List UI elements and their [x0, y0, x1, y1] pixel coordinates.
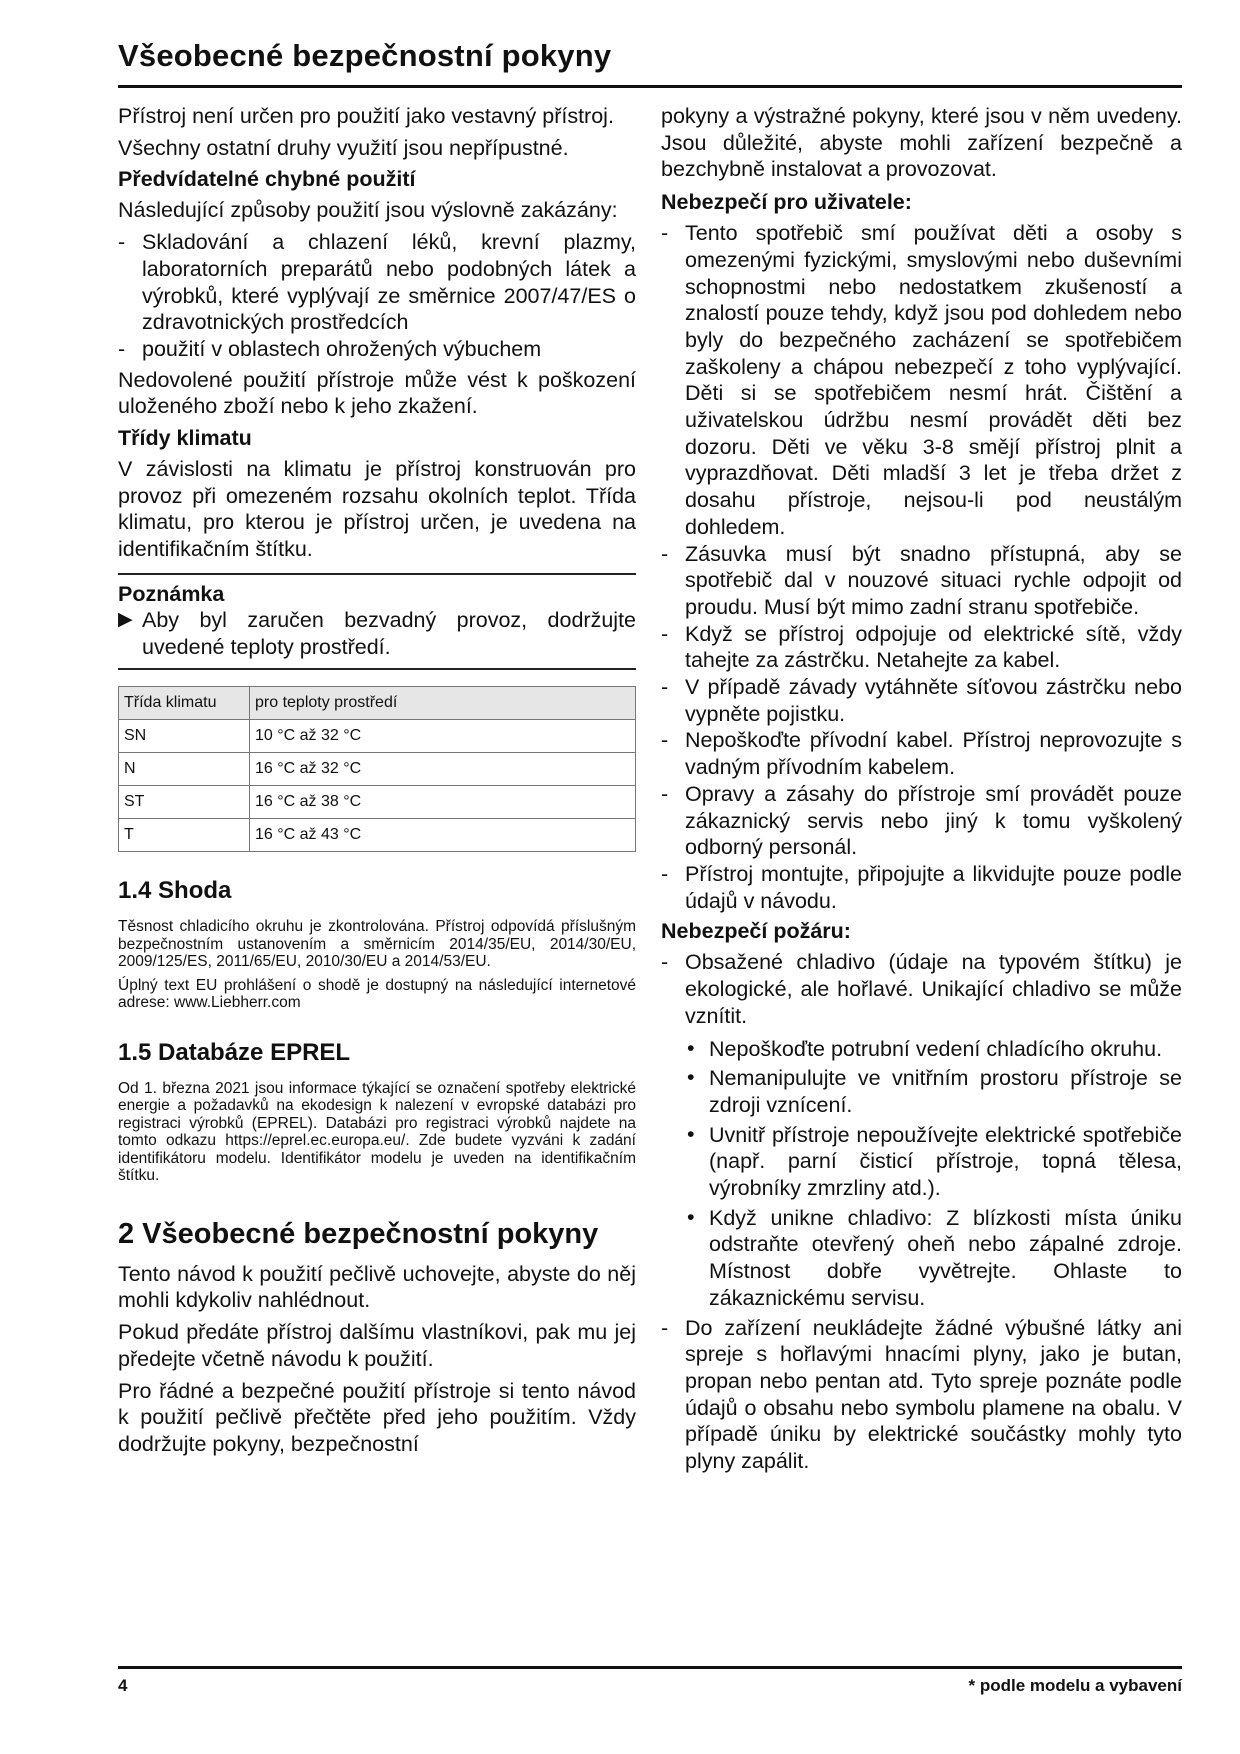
dash-marker: - [661, 675, 669, 700]
list-item: - V případě závady vytáhněte síťovou zástrčku nebo vypněte pojistku. [661, 675, 1182, 726]
dash-marker: - [661, 781, 669, 806]
sub-list-item: • Nepoškoďte potrubní vedení chladícího okruhu. [687, 1035, 1163, 1061]
table-row: N 16 °C až 32 °C [119, 753, 636, 786]
list-item: - Přístroj montujte, připojujte a likvidujte pouze podle údajů v návodu. [661, 861, 1182, 913]
list-item: - Opravy a zásahy do přístroje smí provádět pouze zákaznický servis nebo jiný k tomu vyškolený odborný personál. [661, 781, 1182, 860]
dash-marker: - [661, 621, 669, 646]
list-item: - Do zařízení neukládejte žádné výbušné látky ani spreje s hořlavými hnacími plyny, jako je butan, propan nebo pentan atd. Tyto spreje poznáte podle údajů o obsahu nebo symbolu plamene na obalu. V případě úniku by elektrické součástky mohly tyto plyny zapálit. [661, 1315, 1182, 1474]
section-heading-eprel: 1.5 Databáze EPREL [118, 1038, 351, 1066]
sub-list-item: • Když unikne chladivo: Z blízkosti místa úniku odstraňte otevřený oheň nebo zápalné zdroje. Místnost dobře vyvětrejte. Ohlaste to zákaznickému servisu. [687, 1204, 1182, 1310]
column-header: pro teploty prostředí [250, 687, 636, 720]
bullet-icon: • [687, 1035, 695, 1060]
table-row: SN 10 °C až 32 °C [119, 720, 636, 753]
list-item: - Tento spotřebič smí používat děti a osoby s omezenými fyzickými, smyslovými nebo duševními schopnostmi nebo nedostatkem zkušeností a znalostí pouze tehdy, když jsou pod dohledem nebo byly do bezpečného zacházení se spotřebičem zaškoleny a chápou nebezpečí z toho vyplývající. Děti si se spotřebičem nesmí hrát. Čištění a uživatelskou údržbu nesmí provádět děti bez dozoru. Děti ve věku 3-8 smějí přístroj plnit a vyprazdňovat. Děti mladší 3 let je třeba držet z dosahu přístroje, nejsou-li pod neustálým dohledem. [661, 221, 1182, 539]
paragraph: Od 1. března 2021 jsou informace týkající se označení spotřeby elektrické energie a požadavků na ekodesign k nalezení v evropské databázi pro registraci výrobků (EPREL). Databázi pro registraci výrobků najdete na tomto odkazu https://eprel.ec.europa.eu/. Zde budete vyzváni k zadání identifikátoru modelu. Identifikátor modelu je uveden na identifikačním štítku. [118, 1079, 636, 1185]
fire-sub-list [685, 1036, 1182, 1312]
list-item: - použití v oblastech ohrožených výbuchem [118, 336, 542, 361]
table-row: ST 16 °C až 38 °C [119, 786, 636, 819]
right-column [661, 103, 1182, 1479]
bullet-icon: • [687, 1204, 695, 1229]
paragraph: Nedovolené použití přístroje může vést k poškození uloženého zboží nebo k jeho zkažení. [118, 367, 636, 419]
bullet-icon: • [687, 1065, 695, 1090]
list-item: - Nepoškoďte přívodní kabel. Přístroj neprovozujte s vadným přívodním kabelem. [661, 728, 1182, 780]
dash-marker: - [118, 230, 126, 255]
column-header: Třída klimatu [119, 687, 250, 720]
note-top-rule [118, 573, 636, 575]
dash-marker: - [661, 728, 669, 753]
user-danger-list [661, 220, 1182, 914]
fire-danger-list [661, 949, 1182, 1474]
dash-marker: - [118, 336, 126, 361]
paragraph: Následující způsoby použití jsou výslovně zakázány: [118, 198, 618, 223]
paragraph: Těsnost chladicího okruhu je zkontrolována. Přístroj odpovídá příslušným bezpečnostním ustanovením a směrnicím 2014/35/EU, 2014/30/EU, 2009/125/ES, 2011/65/EU, 2010/30/EU a 2014/53/EU. [118, 918, 636, 971]
misuse-list [118, 229, 636, 363]
dash-marker: - [661, 1315, 669, 1340]
footer-rule [118, 1666, 1182, 1669]
note-item: ▶ Aby byl zaručen bezvadný provoz, dodržujte uvedené teploty prostředí. [118, 607, 636, 659]
note-bottom-rule [118, 668, 636, 670]
table-row: T 16 °C až 43 °C [119, 819, 636, 852]
subheading-misuse: Předvídatelné chybné použití [118, 167, 416, 192]
arrow-right-icon: ▶ [118, 608, 133, 630]
paragraph: V závislosti na klimatu je přístroj konstruován pro provoz při omezeném rozsahu okolních teplot. Třída klimatu, pro kterou je přístroj určen, je uvedena na identifikačním štítku. [118, 457, 636, 562]
dash-marker: - [661, 541, 669, 566]
paragraph: Přístroj není určen pro použití jako vestavný přístroj. [118, 104, 614, 128]
list-item: - Když se přístroj odpojuje od elektrické sítě, vždy tahejte za zástrčku. Netahejte za kabel. [661, 621, 1182, 673]
header-rule [118, 85, 1182, 88]
list-item: - Obsažené chladivo (údaje na typovém štítku) je ekologické, ale hořlavé. Unikající chladivo se může vznítit. • Nepoškoďte potrubní vedení chladícího okruhu. • Nemanipulujte ve vnitřním prostoru přístroje se zdroji vznícení. • Uvnitř přístroje nepoužívejte elektrické spotřebiče (např. parní čisticí přístroje, topná tělesa, výrobníky zmrzliny atd.). • Když unikne chladivo: Z blízkosti místa úniku odstraňte otevřený oheň nebo zápalné zdroje. Místnost dobře vyvětrejte. Ohlaste to zákaznickému servisu. [661, 950, 1182, 1310]
dash-marker: - [661, 861, 669, 886]
table-header-row [119, 687, 636, 720]
paragraph: Pokud předáte přístroj dalšímu vlastníkovi, pak mu jej předejte včetně návodu k použití. [118, 1320, 636, 1371]
dash-marker: - [661, 221, 669, 246]
page-number: 4 [118, 1676, 128, 1695]
bullet-icon: • [687, 1121, 695, 1146]
list-item: - Zásuvka musí být snadno přístupná, aby se spotřebič dal v nouzové situaci rychle odpojit od proudu. Musí být mimo zadní stranu spotřebiče. [661, 541, 1182, 619]
paragraph: Pro řádné a bezpečné použití přístroje si tento návod k použití pečlivě přečtěte před jeho použitím. Vždy dodržujte pokyny, bezpečnostní [118, 1378, 636, 1456]
climate-class-table [118, 686, 636, 852]
chapter-heading-safety: 2 Všeobecné bezpečnostní pokyny [118, 1217, 599, 1250]
subheading-fire-danger: Nebezpečí požáru: [661, 919, 851, 944]
paragraph: pokyny a výstražné pokyny, které jsou v něm uvedeny. Jsou důležité, abyste mohli zařízení bezpečně a bezchybně instalovat a provozovat. [661, 104, 1182, 182]
paragraph: Všechny ostatní druhy využití jsou nepřípustné. [118, 135, 569, 160]
note-title: Poznámka [118, 581, 225, 606]
sub-list-item: • Uvnitř přístroje nepoužívejte elektrické spotřebiče (např. parní čisticí přístroje, topná tělesa, výrobníky zmrzliny atd.). [687, 1121, 1182, 1201]
dash-marker: - [661, 950, 669, 975]
subheading-climate: Třídy klimatu [118, 426, 252, 451]
list-item: - Skladování a chlazení léků, krevní plazmy, laboratorních preparátů nebo podobných látek a výrobků, které vyplývají ze směrnice 2007/47/ES o zdravotnických prostředcích [118, 230, 636, 335]
running-title: Všeobecné bezpečnostní pokyny [118, 38, 612, 73]
section-heading-conformity: 1.4 Shoda [118, 877, 232, 905]
page-header [118, 36, 1182, 76]
subheading-user-danger: Nebezpečí pro uživatele: [661, 190, 912, 215]
paragraph: Úplný text EU prohlášení o shodě je dostupný na následující internetové adrese: www.Liebherr.com [118, 976, 636, 1012]
left-column [118, 103, 636, 1463]
sub-list-item: • Nemanipulujte ve vnitřním prostoru přístroje se zdroji vznícení. [687, 1065, 1182, 1117]
footnote: * podle modelu a vybavení [968, 1676, 1182, 1695]
paragraph: Tento návod k použití pečlivě uchovejte, abyste do něj mohli kdykoliv nahlédnout. [118, 1261, 636, 1313]
